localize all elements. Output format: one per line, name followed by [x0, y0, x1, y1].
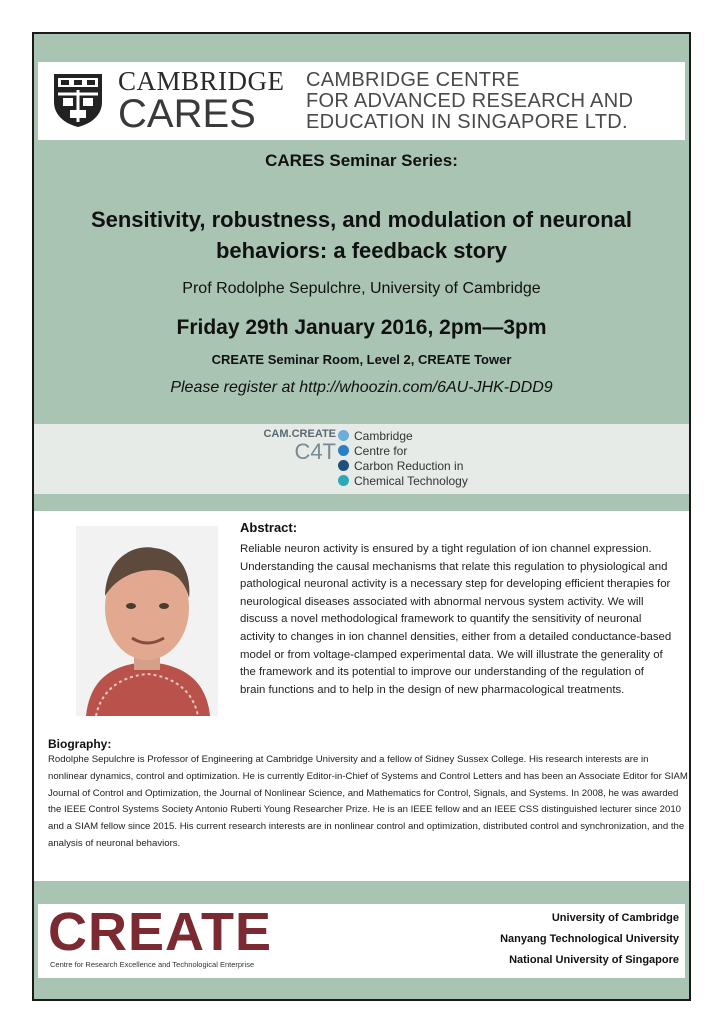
abstract-heading: Abstract:: [240, 520, 298, 535]
dot-icon: [338, 460, 349, 471]
c4t-line: [338, 458, 468, 473]
header-banner: [38, 62, 685, 140]
speaker-photo: [76, 526, 218, 716]
abstract-panel: [34, 511, 689, 881]
registration-link[interactable]: Please register at http://whoozin.com/6AU-JHK-DDD9: [170, 379, 553, 396]
c4t-small-label: CAM.CREATE: [263, 428, 336, 440]
c4t-line-text: Cambridge: [354, 428, 413, 443]
centre-name: [306, 70, 633, 133]
centre-line: FOR ADVANCED RESEARCH AND: [306, 90, 634, 112]
c4t-line-text: Centre for: [354, 443, 408, 458]
c4t-line: [338, 443, 468, 458]
dot-icon: [338, 475, 349, 486]
centre-line: EDUCATION IN SINGAPORE LTD.: [306, 111, 628, 133]
university-name: University of Cambridge: [551, 912, 679, 924]
dot-icon: [338, 430, 349, 441]
seminar-title: Sensitivity, robustness, and modulation of neuronal behaviors: a feedback story: [90, 207, 633, 263]
c4t-big-label: C4T: [294, 439, 336, 464]
seminar-series: CARES Seminar Series:: [265, 151, 458, 170]
biography-body: Rodolphe Sepulchre is Professor of Engineering at Cambridge University and a fellow of Sidney Sussex College. His research interests are in nonlinear dynamics, control and optimization. He is currently Editor-in-Chief of Systems and Control Letters and has been an Associate Editor for SIAM Journal of Control and Optimization, the Journal of Nonlinear Science, and Mathematics for Control, Signals, and Systems. In 2008, he was awarded the IEEE Control Systems Society Antonio Ruberti Young Researcher Prize. He is an IEEE fellow and an IEEE CSS distinguished lecturer since 2010 and a SIAM fellow since 2015. His current research interests are in nonlinear control and optimization, distributed control and synchronization, and the analysis of neuronal behaviors.: [48, 754, 688, 849]
c4t-line-text: Carbon Reduction in: [354, 458, 464, 473]
c4t-name-list: [338, 428, 468, 488]
cares-wordmark: CARES: [118, 92, 256, 136]
partner-universities: [500, 908, 679, 971]
footer-banner: [38, 904, 685, 978]
seminar-venue: CREATE Seminar Room, Level 2, CREATE Tower: [211, 352, 512, 367]
speaker: Prof Rodolphe Sepulchre, University of Cambridge: [182, 280, 541, 297]
c4t-line: [338, 428, 468, 443]
university-name: Nanyang Technological University: [500, 933, 679, 945]
c4t-line: [338, 473, 468, 488]
biography-heading: Biography:: [48, 737, 112, 751]
cambridge-wordmark: CAMBRIDGE: [118, 66, 285, 96]
create-subtitle: Centre for Research Excellence and Technological Enterprise: [50, 960, 255, 969]
c4t-logo: [248, 428, 336, 463]
university-name: National University of Singapore: [509, 954, 679, 966]
abstract-body: Reliable neuron activity is ensured by a tight regulation of ion channel expression. Understanding the causal mechanisms that relate this regulation to physiological and pathological neuronal activity is a necessary step for developing efficient therapies for neurological diseases associated with abnormal nervous system activity. We will discuss a novel methodological framework to quantify the sensitivity of neuronal activity to changes in ion channel densities, either from a detailed conductance-based model or from voltage-clamped experimental data. We will illustrate the generality of the framework and its potential to improve our understanding of the regulation of brain functions and to help in the design of new pharmacological treatments.: [240, 543, 672, 696]
dot-icon: [338, 445, 349, 456]
cambridge-crest-icon: [52, 72, 104, 128]
c4t-logo-band: [34, 424, 689, 494]
poster-frame: [32, 32, 691, 1001]
centre-line: CAMBRIDGE CENTRE: [306, 69, 520, 91]
c4t-line-text: Chemical Technology: [354, 473, 468, 488]
seminar-datetime: Friday 29th January 2016, 2pm—3pm: [176, 316, 547, 339]
create-logo: CREATE: [48, 902, 273, 962]
